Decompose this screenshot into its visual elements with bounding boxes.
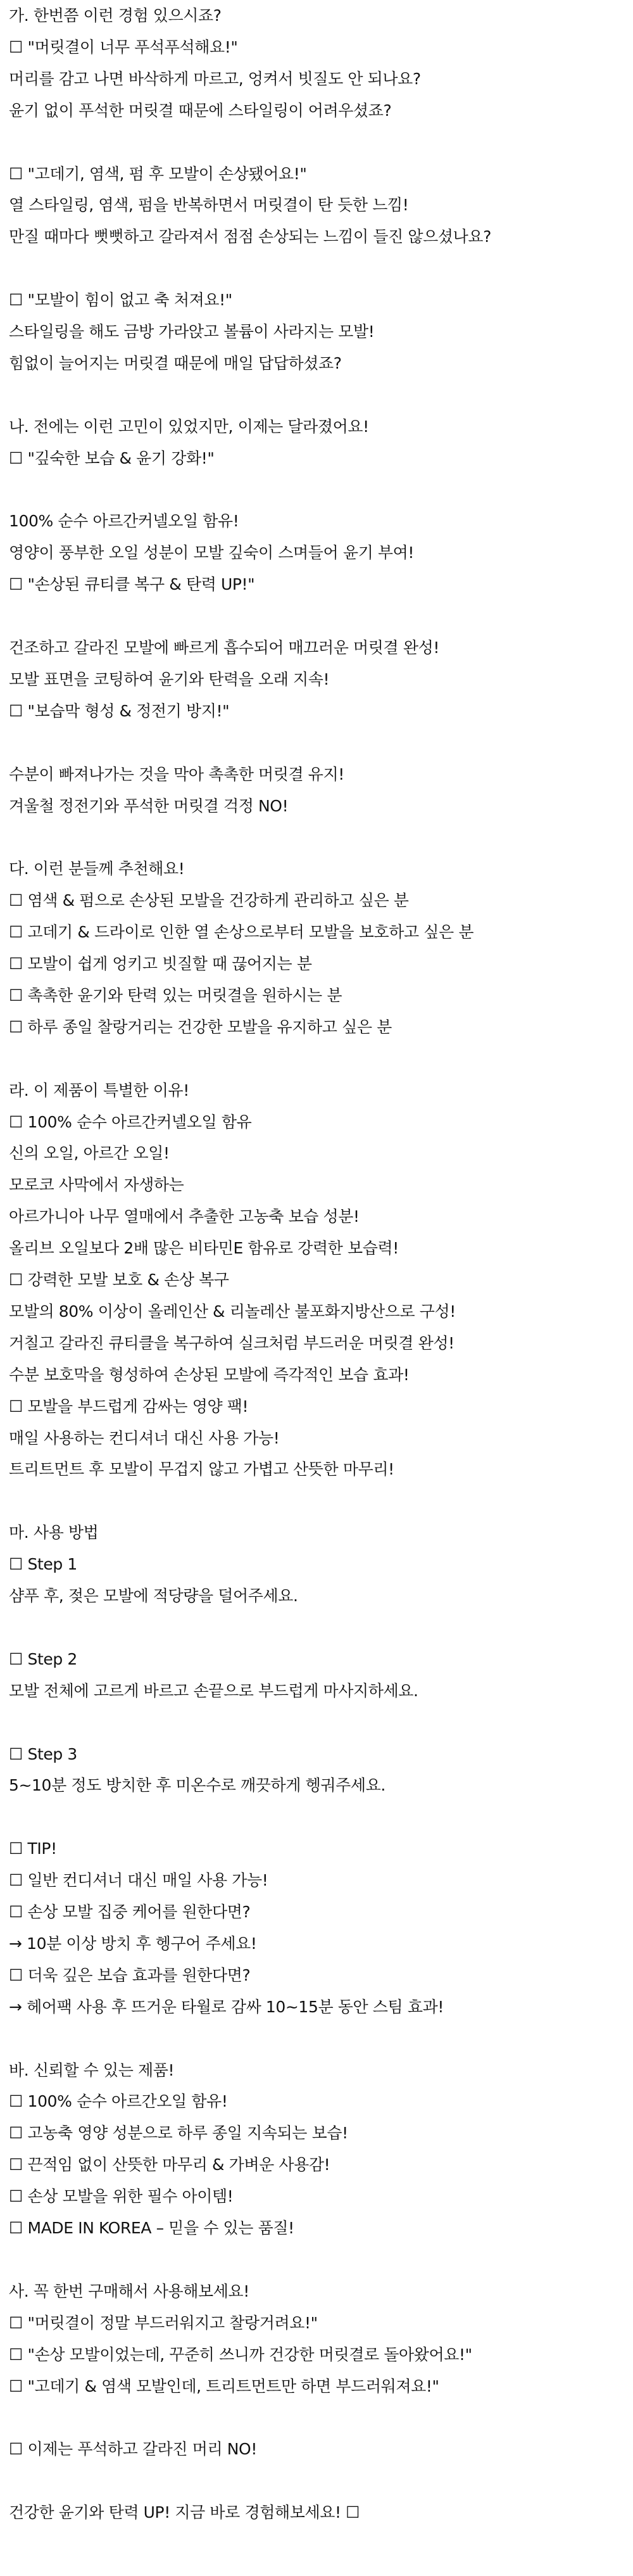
text-line: ☐ 촉촉한 윤기와 탄력 있는 머릿결을 원하시는 분	[9, 986, 342, 1005]
text-line: ☐ "손상된 큐티클 복구 & 탄력 UP!"	[9, 575, 255, 594]
text-line: 스타일링을 해도 금방 가라앉고 볼륨이 사라지는 모발!	[9, 322, 375, 341]
text-line: ☐ MADE IN KOREA – 믿을 수 있는 품질!	[9, 2219, 294, 2237]
text-line: ☐ "고데기, 염색, 펌 후 모발이 손상됐어요!"	[9, 164, 307, 183]
text-line: 올리브 오일보다 2배 많은 비타민E 함유로 강력한 보습력!	[9, 1239, 399, 1258]
text-line: 모발의 80% 이상이 올레인산 & 리놀레산 불포화지방산으로 구성!	[9, 1302, 456, 1321]
text-line: 사. 꼭 한번 구매해서 사용해보세요!	[9, 2281, 249, 2300]
text-line: ☐ 고데기 & 드라이로 인한 열 손상으로부터 모발을 보호하고 싶은 분	[9, 923, 474, 942]
text-line: 겨울철 정전기와 푸석한 머릿결 걱정 NO!	[9, 796, 289, 815]
text-line: 트리트먼트 후 모발이 무겁지 않고 가볍고 산뜻한 마무리!	[9, 1460, 394, 1479]
text-line: 매일 사용하는 컨디셔너 대신 사용 가능!	[9, 1428, 280, 1447]
text-line: → 헤어팩 사용 후 뜨거운 타월로 감싸 10~15분 동안 스팀 효과!	[9, 1997, 444, 2016]
text-line: ☐ "고데기 & 염색 모발인데, 트리트먼트만 하면 부드러워져요!"	[9, 2376, 439, 2395]
text-line: 윤기 없이 푸석한 머릿결 때문에 스타일링이 어려우셨죠?	[9, 101, 392, 120]
text-line: ☐ "모발이 힘이 없고 축 처져요!"	[9, 291, 232, 310]
text-line: 라. 이 제품이 특별한 이유!	[9, 1081, 189, 1100]
text-line: 나. 전에는 이런 고민이 있었지만, 이제는 달라졌어요!	[9, 417, 369, 436]
text-line: 만질 때마다 뻣뻣하고 갈라져서 점점 손상되는 느낌이 들진 않으셨나요?	[9, 227, 491, 246]
text-line: ☐ 강력한 모발 보호 & 손상 복구	[9, 1271, 229, 1289]
text-line: ☐ "손상 모발이었는데, 꾸준히 쓰니까 건강한 머릿결로 돌아왔어요!"	[9, 2345, 472, 2364]
text-line: ☐ 100% 순수 아르간커넬오일 함유	[9, 1112, 252, 1131]
text-line: ☐ Step 3	[9, 1744, 77, 1763]
text-line: 힘없이 늘어지는 머릿결 때문에 매일 답답하셨죠?	[9, 353, 342, 372]
text-line: 마. 사용 방법	[9, 1523, 99, 1542]
text-line: ☐ 100% 순수 아르간오일 함유!	[9, 2092, 228, 2111]
text-line: ☐ 이제는 푸석하고 갈라진 머리 NO!	[9, 2440, 257, 2459]
text-line: 5~10분 정도 방치한 후 미온수로 깨끗하게 헹궈주세요.	[9, 1776, 385, 1795]
text-line: 수분이 빠져나가는 것을 막아 촉촉한 머릿결 유지!	[9, 765, 344, 784]
text-line: → 10분 이상 방치 후 헹구어 주세요!	[9, 1934, 257, 1953]
text-line: 거칠고 갈라진 큐티클을 복구하여 실크처럼 부드러운 머릿결 완성!	[9, 1333, 454, 1352]
text-line: 영양이 풍부한 오일 성분이 모발 깊숙이 스며들어 윤기 부여!	[9, 543, 414, 562]
text-line: ☐ 손상 모발을 위한 필수 아이템!	[9, 2187, 234, 2206]
text-line: ☐ "머릿결이 너무 푸석푸석해요!"	[9, 37, 238, 56]
text-line: ☐ "보습막 형성 & 정전기 방지!"	[9, 701, 230, 720]
text-line: 다. 이런 분들께 추천해요!	[9, 860, 185, 879]
text-line: ☐ 손상 모발 집중 케어를 원한다면?	[9, 1903, 251, 1921]
text-line: 샴푸 후, 젖은 모발에 적당량을 덜어주세요.	[9, 1587, 298, 1605]
text-line: 신의 오일, 아르간 오일!	[9, 1144, 170, 1163]
text-line: ☐ 더욱 깊은 보습 효과를 원한다면?	[9, 1965, 251, 1984]
text-line: 건조하고 갈라진 모발에 빠르게 흡수되어 매끄러운 머릿결 완성!	[9, 638, 439, 657]
text-line: 아르가니아 나무 열매에서 추출한 고농축 보습 성분!	[9, 1207, 360, 1226]
text-line: ☐ 고농축 영양 성분으로 하루 종일 지속되는 보습!	[9, 2124, 348, 2143]
text-line: ☐ 하루 종일 찰랑거리는 건강한 모발을 유지하고 싶은 분	[9, 1017, 392, 1036]
text-line: ☐ 모발이 쉽게 엉키고 빗질할 때 끊어지는 분	[9, 955, 312, 973]
text-line: 수분 보호막을 형성하여 손상된 모발에 즉각적인 보습 효과!	[9, 1365, 410, 1384]
text-line: ☐ 끈적임 없이 산뜻한 마무리 & 가벼운 사용감!	[9, 2155, 330, 2174]
text-line: 건강한 윤기와 탄력 UP! 지금 바로 경험해보세요! ☐	[9, 2503, 360, 2522]
text-line: ☐ TIP!	[9, 1839, 57, 1858]
text-line: 모로코 사막에서 자생하는	[9, 1176, 184, 1195]
text-line: ☐ 모발을 부드럽게 감싸는 영양 팩!	[9, 1397, 249, 1416]
text-line: 바. 신뢰할 수 있는 제품!	[9, 2060, 175, 2079]
text-line: ☐ "깊숙한 보습 & 윤기 강화!"	[9, 448, 215, 467]
text-line: ☐ 일반 컨디셔너 대신 매일 사용 가능!	[9, 1871, 268, 1890]
text-line: 가. 한번쯤 이런 경험 있으시죠?	[9, 6, 222, 25]
text-line: ☐ "머릿결이 정말 부드러워지고 찰랑거려요!"	[9, 2313, 318, 2332]
text-line: ☐ Step 1	[9, 1555, 77, 1574]
text-line: 모발 전체에 고르게 바르고 손끝으로 부드럽게 마사지하세요.	[9, 1681, 418, 1700]
text-line: 머리를 감고 나면 바삭하게 마르고, 엉켜서 빗질도 안 되나요?	[9, 69, 421, 88]
text-line: ☐ 염색 & 펌으로 손상된 모발을 건강하게 관리하고 싶은 분	[9, 891, 409, 910]
text-line: 열 스타일링, 염색, 펌을 반복하면서 머릿결이 탄 듯한 느낌!	[9, 196, 409, 215]
text-line: 100% 순수 아르간커넬오일 함유!	[9, 512, 239, 531]
text-line: 모발 표면을 코팅하여 윤기와 탄력을 오래 지속!	[9, 669, 330, 688]
text-line: ☐ Step 2	[9, 1649, 77, 1668]
